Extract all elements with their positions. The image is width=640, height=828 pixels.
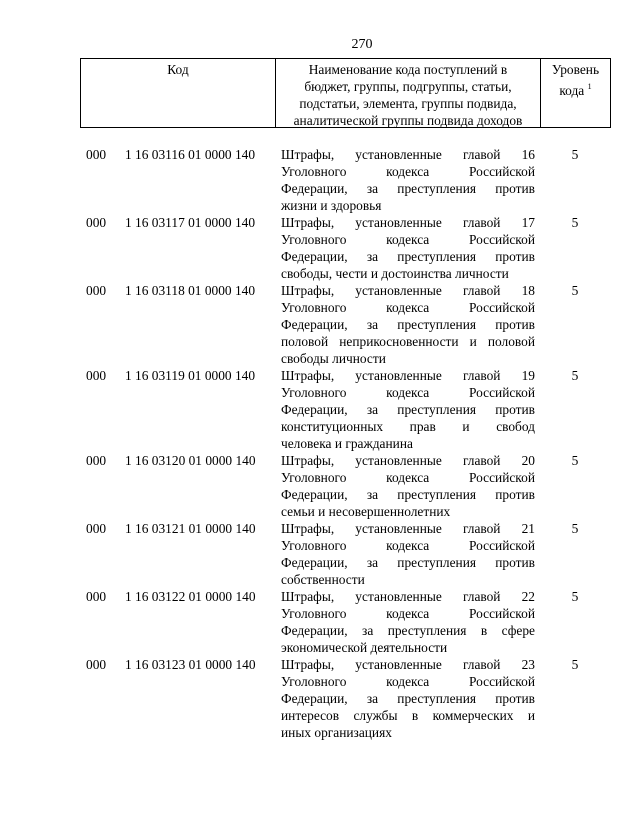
row-code: 1 16 03117 01 0000 140 xyxy=(125,215,256,230)
row-name-line: Штрафы, установленные главой 23 xyxy=(281,657,535,672)
table-body xyxy=(0,146,640,741)
header-level-text: кода xyxy=(559,83,585,98)
row-code: 1 16 03116 01 0000 140 xyxy=(125,147,256,162)
row-name-line: Федерации, за преступления против xyxy=(281,555,535,570)
row-name xyxy=(281,656,535,741)
row-name-line: Уголовного кодекса Российской xyxy=(281,470,535,485)
row-name-line: Федерации, за преступления в сфере xyxy=(281,623,535,638)
header-name-line: аналитической группы подвида доходов xyxy=(293,113,523,128)
row-name-line: Штрафы, установленные главой 16 xyxy=(281,147,535,162)
row-prefix: 000 xyxy=(86,368,107,383)
row-prefix: 000 xyxy=(86,453,107,468)
table-row xyxy=(0,146,640,214)
page-number: 270 xyxy=(351,37,373,52)
table-row xyxy=(0,452,640,520)
row-level: 5 xyxy=(571,147,579,162)
row-name-line: половой неприкосновенности и половой xyxy=(281,334,535,349)
row-name-line: Уголовного кодекса Российской xyxy=(281,232,535,247)
row-prefix: 000 xyxy=(86,657,107,672)
row-name-line: интересов службы в коммерческих и xyxy=(281,708,535,723)
table-row xyxy=(0,588,640,656)
row-name-line: Уголовного кодекса Российской xyxy=(281,606,535,621)
row-prefix: 000 xyxy=(86,521,107,536)
row-level: 5 xyxy=(571,657,579,672)
row-level: 5 xyxy=(571,521,579,536)
row-code: 1 16 03122 01 0000 140 xyxy=(125,589,256,604)
header-level xyxy=(541,59,610,127)
row-level: 5 xyxy=(571,453,579,468)
row-code: 1 16 03120 01 0000 140 xyxy=(125,453,256,468)
row-level: 5 xyxy=(571,283,579,298)
row-name-line: Уголовного кодекса Российской xyxy=(281,385,535,400)
header-level-line2 xyxy=(541,78,610,99)
table-row xyxy=(0,282,640,367)
row-name-line: человека и гражданина xyxy=(281,436,413,451)
row-name-line: Штрафы, установленные главой 21 xyxy=(281,521,535,536)
row-name-line: жизни и здоровья xyxy=(281,198,382,213)
header-code: Код xyxy=(81,59,276,127)
row-name-line: Федерации, за преступления против xyxy=(281,487,535,502)
row-prefix: 000 xyxy=(86,589,107,604)
row-name-line: Федерации, за преступления против xyxy=(281,249,535,264)
row-name-line: семьи и несовершеннолетних xyxy=(281,504,451,519)
row-name-line: экономической деятельности xyxy=(281,640,448,655)
header-name-line: бюджет, группы, подгруппы, статьи, xyxy=(304,79,512,94)
row-name-line: Штрафы, установленные главой 20 xyxy=(281,453,535,468)
row-name-line: свободы личности xyxy=(281,351,386,366)
row-name xyxy=(281,146,535,214)
row-prefix: 000 xyxy=(86,147,107,162)
row-name-line: Штрафы, установленные главой 18 xyxy=(281,283,535,298)
row-name xyxy=(281,367,535,452)
row-code: 1 16 03121 01 0000 140 xyxy=(125,521,256,536)
row-name-line: конституционных прав и свобод xyxy=(281,419,535,434)
row-name-line: Штрафы, установленные главой 19 xyxy=(281,368,535,383)
row-name-line: Уголовного кодекса Российской xyxy=(281,164,535,179)
row-name-line: свободы, чести и достоинства личности xyxy=(281,266,509,281)
row-level: 5 xyxy=(571,589,579,604)
row-name xyxy=(281,452,535,520)
row-name-line: Уголовного кодекса Российской xyxy=(281,300,535,315)
row-code: 1 16 03123 01 0000 140 xyxy=(125,657,256,672)
table-row xyxy=(0,656,640,741)
row-name-line: Штрафы, установленные главой 22 xyxy=(281,589,535,604)
row-prefix: 000 xyxy=(86,283,107,298)
table-row xyxy=(0,520,640,588)
header-name-line: подстатьи, элемента, группы подвида, xyxy=(299,96,517,111)
table-row xyxy=(0,367,640,452)
table-header xyxy=(80,58,611,128)
row-name xyxy=(281,214,535,282)
footnote-marker: 1 xyxy=(587,82,592,91)
row-name-line: собственности xyxy=(281,572,365,587)
row-name xyxy=(281,520,535,588)
row-level: 5 xyxy=(571,215,579,230)
header-name-line: Наименование кода поступлений в xyxy=(308,62,508,77)
row-name xyxy=(281,282,535,367)
row-name-line: Федерации, за преступления против xyxy=(281,181,535,196)
table-row xyxy=(0,214,640,282)
row-level: 5 xyxy=(571,368,579,383)
header-level-line1: Уровень xyxy=(551,62,600,77)
row-code: 1 16 03119 01 0000 140 xyxy=(125,368,256,383)
row-name-line: Штрафы, установленные главой 17 xyxy=(281,215,535,230)
row-name-line: Уголовного кодекса Российской xyxy=(281,674,535,689)
row-name-line: иных организациях xyxy=(281,725,392,740)
row-name-line: Федерации, за преступления против xyxy=(281,402,535,417)
header-name xyxy=(276,59,541,127)
row-prefix: 000 xyxy=(86,215,107,230)
row-name-line: Уголовного кодекса Российской xyxy=(281,538,535,553)
row-code: 1 16 03118 01 0000 140 xyxy=(125,283,256,298)
row-name-line: Федерации, за преступления против xyxy=(281,317,535,332)
row-name xyxy=(281,588,535,656)
row-name-line: Федерации, за преступления против xyxy=(281,691,535,706)
